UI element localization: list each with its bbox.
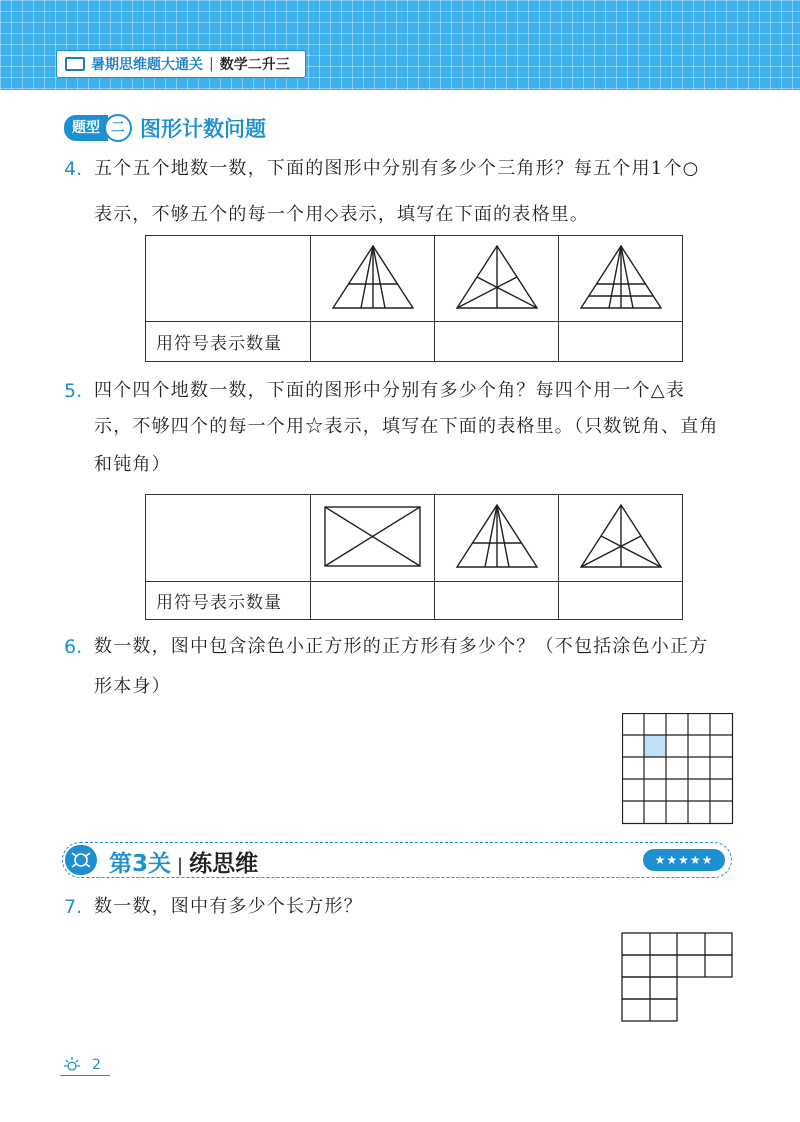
triangle-figure-1 (311, 236, 434, 317)
book-icon (65, 57, 85, 71)
row-label: 用符号表示数量 (146, 322, 311, 362)
level-subtitle: 练思维 (189, 851, 259, 877)
question-5-number: 5. (64, 380, 83, 402)
answer-cell-2[interactable] (435, 582, 559, 620)
answer-cell-2[interactable] (435, 322, 559, 362)
book-subject: 数学二升三 (219, 57, 290, 73)
figure-cell (311, 236, 435, 322)
book-header (56, 50, 306, 78)
level-banner (62, 842, 732, 878)
question-4-table (145, 235, 683, 362)
row-label: 用符号表示数量 (146, 582, 311, 620)
question-5-table (145, 494, 683, 620)
rectangle-figure (311, 495, 434, 577)
difficulty-stars: ★★★★★ (643, 849, 725, 871)
triangle-figure-3 (559, 236, 682, 317)
section-title: 图形计数问题 (140, 117, 266, 141)
answer-cell-1[interactable] (311, 322, 435, 362)
answer-cell-3[interactable] (559, 322, 683, 362)
question-6-line-2: 形本身） (94, 676, 171, 697)
triangle-angle-figure-2 (559, 495, 682, 577)
book-title: 暑期思维题大通关 (91, 57, 203, 73)
level-prefix: 第 (109, 851, 132, 877)
header-separator: | (209, 56, 214, 72)
level-number: 3 (132, 851, 149, 877)
triangle-angle-figure-1 (435, 495, 558, 577)
question-7-rectangle-figure (621, 932, 735, 1024)
question-5-line-3: 和钝角） (94, 454, 171, 475)
answer-cell-3[interactable] (559, 582, 683, 620)
figure-cell (311, 495, 435, 582)
question-4-number: 4. (64, 158, 83, 180)
question-6-line-1: 数一数，图中包含涂色小正方形的正方形有多少个？（不包括涂色小正方 (94, 636, 709, 657)
level-icon (65, 845, 97, 875)
figure-cell (559, 495, 683, 582)
level-title (109, 845, 258, 878)
question-6-square-grid (622, 713, 734, 825)
question-4-line-1: 五个五个地数一数，下面的图形中分别有多少个三角形？每五个用1个○ (94, 158, 700, 179)
section-number: 二 (104, 114, 132, 142)
footer-rule (60, 1075, 110, 1076)
section-heading (64, 115, 266, 141)
table-corner-cell (146, 495, 311, 582)
question-6-number: 6. (64, 636, 83, 658)
figure-cell (435, 495, 559, 582)
question-5-line-1: 四个四个地数一数，下面的图形中分别有多少个角？每四个用一个△表 (94, 380, 686, 401)
page-footer (60, 1055, 101, 1075)
shaded-cell (644, 735, 666, 757)
sun-icon (60, 1055, 86, 1075)
figure-cell (435, 236, 559, 322)
answer-cell-1[interactable] (311, 582, 435, 620)
question-7-number: 7. (64, 896, 83, 918)
figure-cell (559, 236, 683, 322)
page-number: 2 (92, 1057, 101, 1073)
question-5-line-2: 示，不够四个的每一个用☆表示，填写在下面的表格里。（只数锐角、直角 (94, 416, 719, 437)
table-corner-cell (146, 236, 311, 322)
level-suffix: 关 (148, 851, 172, 877)
question-4-line-2: 表示，不够五个的每一个用◇表示，填写在下面的表格里。 (94, 204, 590, 225)
triangle-figure-2 (435, 236, 558, 317)
level-separator: | (177, 855, 184, 876)
question-7-line-1: 数一数，图中有多少个长方形？ (94, 896, 363, 917)
section-tag: 题型 (64, 115, 108, 141)
